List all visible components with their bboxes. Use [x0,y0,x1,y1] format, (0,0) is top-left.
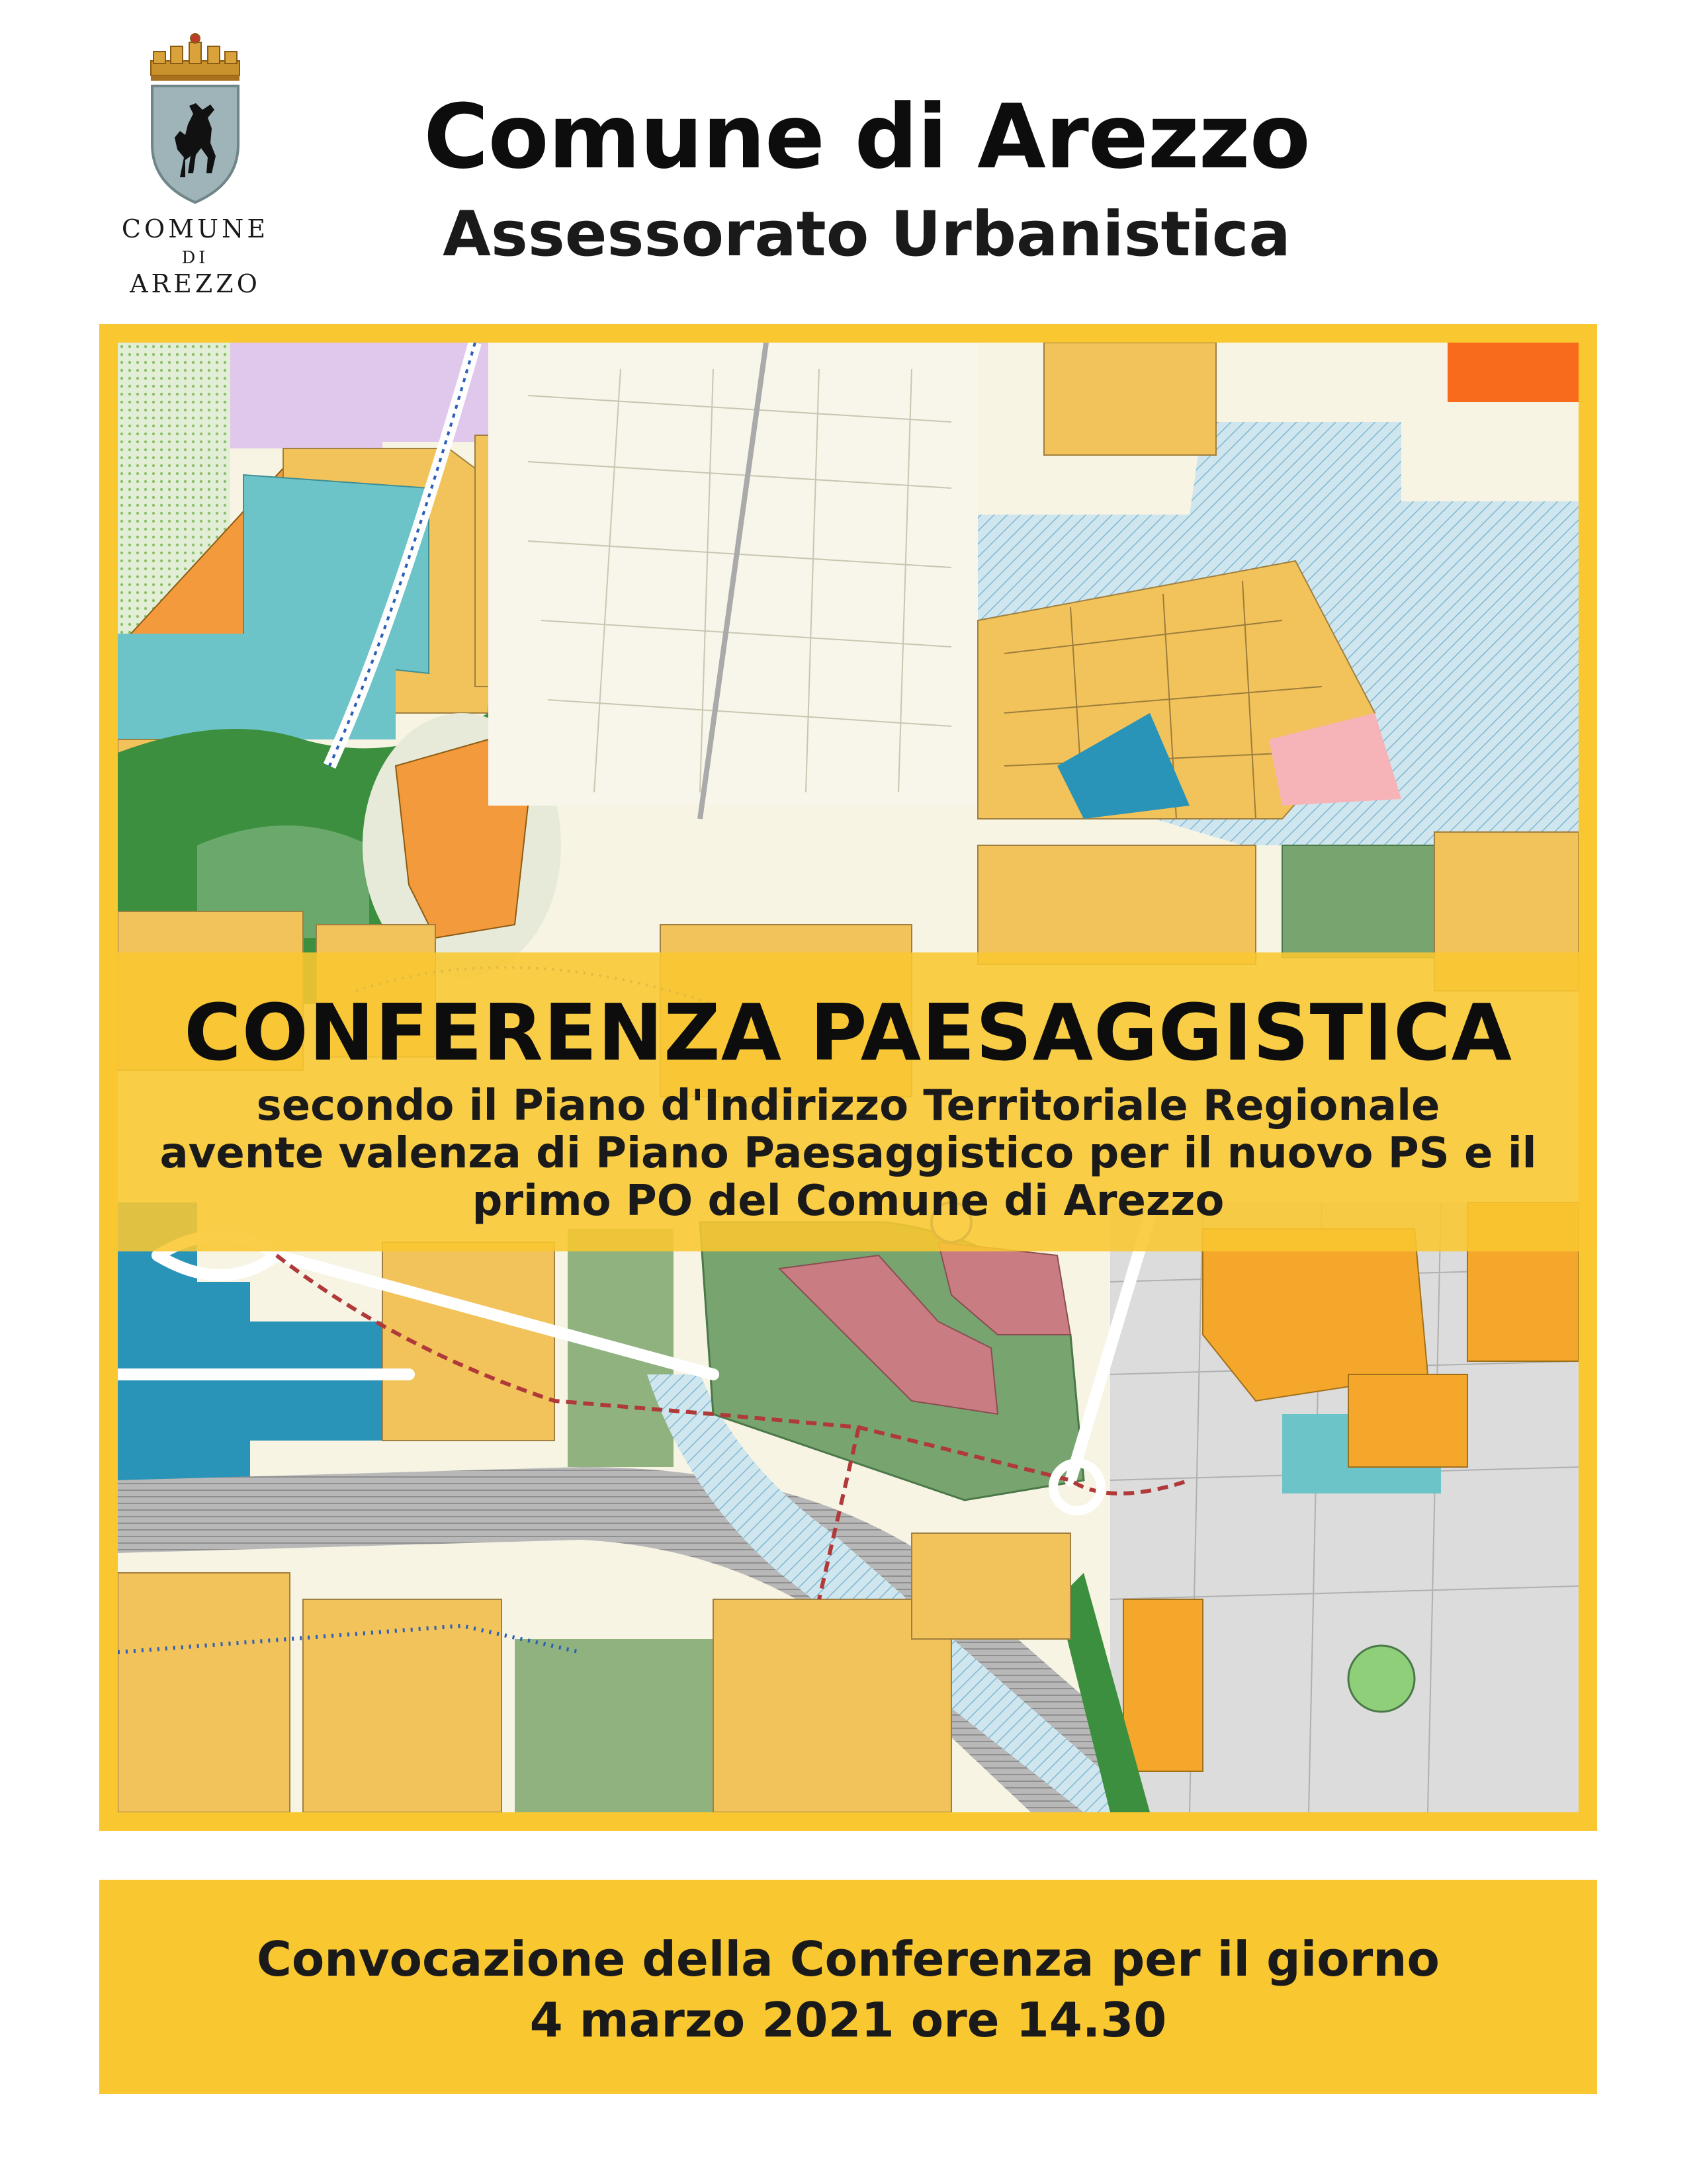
conference-description [99,1082,1597,1225]
conference-description-line: primo PO del Comune di Arezzo [472,1177,1225,1226]
convocation-date: 4 marzo 2021 ore 14.30 [529,1992,1167,2048]
crest-caption-line: AREZZO [130,269,261,298]
municipal-crest [112,32,278,310]
conference-description-line: avente valenza di Piano Paesaggistico per il nuovo PS e il [159,1129,1537,1178]
convocation-text: Convocazione della Conferenza per il giorno [257,1931,1440,1987]
convocation-notice [99,1880,1597,2094]
crest-caption [112,214,278,301]
conference-title-band [99,952,1597,1251]
crest-caption-line: COMUNE [121,214,269,243]
page-title: Comune di Arezzo [423,85,1310,189]
page-subtitle: Assessorato Urbanistica [443,198,1291,271]
arezzo-horse-crest-icon [147,32,243,205]
conference-description-line: secondo il Piano d'Indirizzo Territoriale Regionale [256,1081,1440,1130]
crest-caption-line: DI [181,248,209,268]
conference-title: CONFERENZA PAESAGGISTICA [184,987,1512,1078]
